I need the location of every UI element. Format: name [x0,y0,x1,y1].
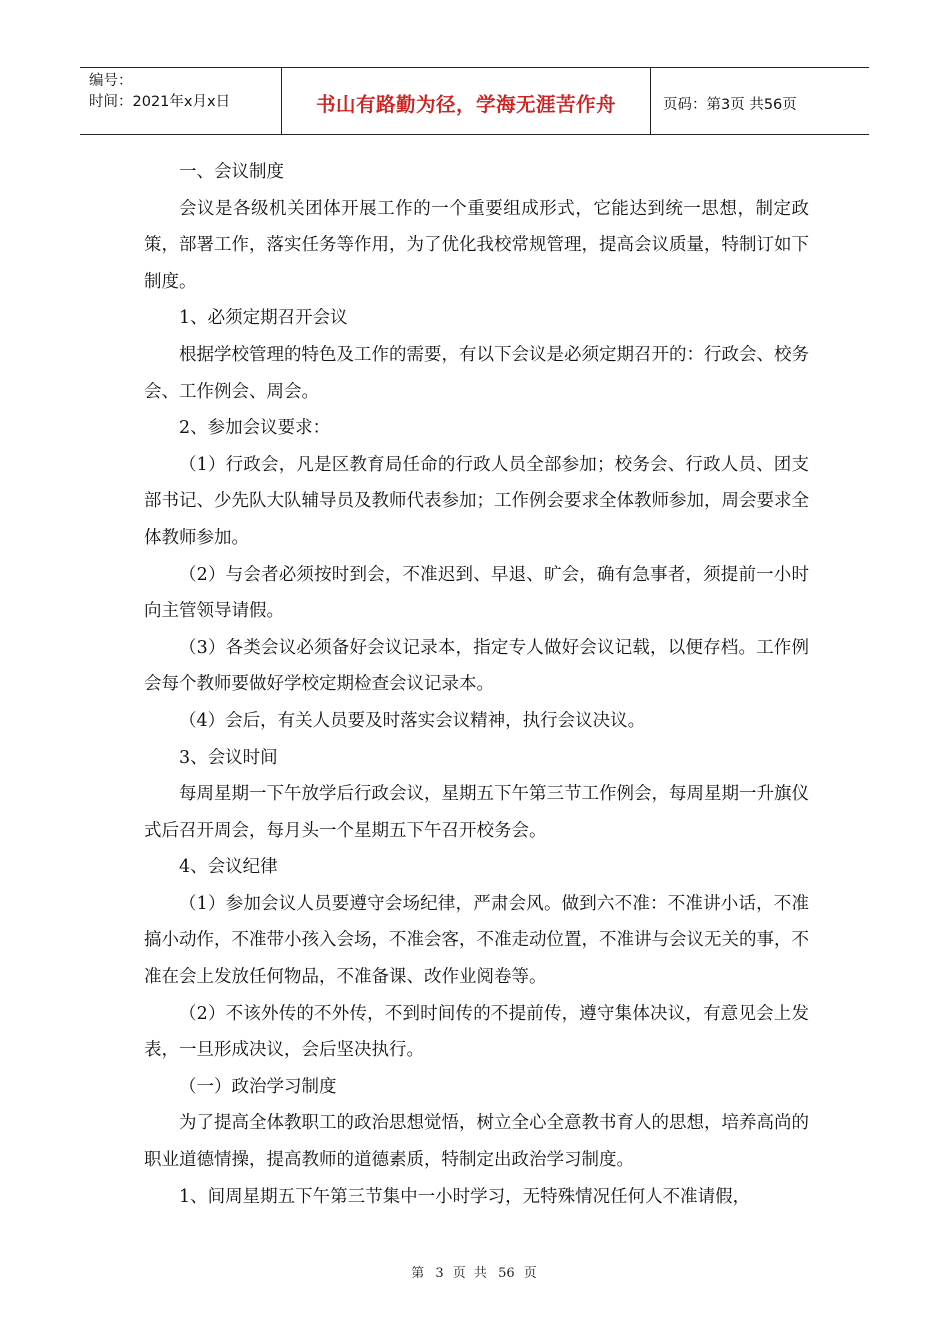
body-paragraph: （2）与会者必须按时到会，不准迟到、早退、旷会，确有急事者，须提前一小时向主管领导请假。 [144,564,809,622]
body-paragraph: 会议是各级机关团体开展工作的一个重要组成形式，它能达到统一思想，制定政策，部署工作，落实任务等作用，为了优化我校常规管理，提高会议质量，特制订如下制度。 [144,198,809,292]
body-paragraph: （4）会后，有关人员要及时落实会议精神，执行会议决议。 [179,710,646,731]
section-heading: （一）政治学习制度 [179,1076,337,1097]
header-motto: 书山有路勤为径，学海无涯苦作舟 [315,93,616,116]
section-heading: 一、会议制度 [179,162,284,182]
body-paragraph: （2）不该外传的不外传，不到时间传的不提前传，遵守集体决议，有意见会上发表，一旦形成决议，会后坚决执行。 [144,1003,809,1061]
page-header [80,67,869,135]
body-paragraph: 根据学校管理的特色及工作的需要，有以下会议是必须定期召开的：行政会、校务会、工作例会、周会。 [144,344,809,402]
footer-suffix: 页 [523,1266,539,1281]
footer-page-number: 3 [435,1266,444,1281]
document-date: 时间：2021年x月x日 [89,94,231,110]
subsection-heading: 1、必须定期召开会议 [179,308,348,329]
subsection-heading: 2、参加会议要求： [179,418,331,439]
body-paragraph: （1）参加会议人员要遵守会场纪律，严肃会风。做到六不准：不准讲小话，不准搞小动作，不准带小孩入会场，不准会客，不准走动位置，不准讲与会议无关的事，不准在会上发放任何物品，不准备课、改作业阅卷等。 [144,893,809,988]
page-footer [0,1262,950,1281]
subsection-heading: 4、会议纪律 [179,857,278,878]
header-motto-cell [282,68,651,134]
header-page-cell [651,68,869,134]
header-page-info: 页码：第3页 共56页 [663,96,797,113]
footer-mid: 页 共 [452,1266,489,1281]
header-meta-cell [80,68,282,134]
body-paragraph: （1）行政会，凡是区教育局任命的行政人员全部参加；校务会、行政人员、团支部书记、少先队大队辅导员及教师代表参加；工作例会要求全体教师参加，周会要求全体教师参加。 [144,454,809,548]
document-body [144,154,809,1215]
body-paragraph: 1、间周星期五下午第三节集中一小时学习，无特殊情况任何人不准请假， [179,1186,751,1207]
body-paragraph: 为了提高全体教职工的政治思想觉悟，树立全心全意教书育人的思想，培养高尚的职业道德情操，提高教师的道德素质，特制定出政治学习制度。 [144,1113,809,1171]
footer-prefix: 第 [411,1266,427,1281]
document-code-label: 编号： [89,73,133,89]
body-paragraph: （3）各类会议必须备好会议记录本，指定专人做好会议记载，以便存档。工作例会每个教师要做好学校定期检查会议记录本。 [144,637,809,695]
body-paragraph: 每周星期一下午放学后行政会议，星期五下午第三节工作例会，每周星期一升旗仪式后召开周会，每月头一个星期五下午召开校务会。 [144,784,809,841]
footer-total-pages: 56 [498,1266,515,1281]
subsection-heading: 3、会议时间 [179,747,278,768]
